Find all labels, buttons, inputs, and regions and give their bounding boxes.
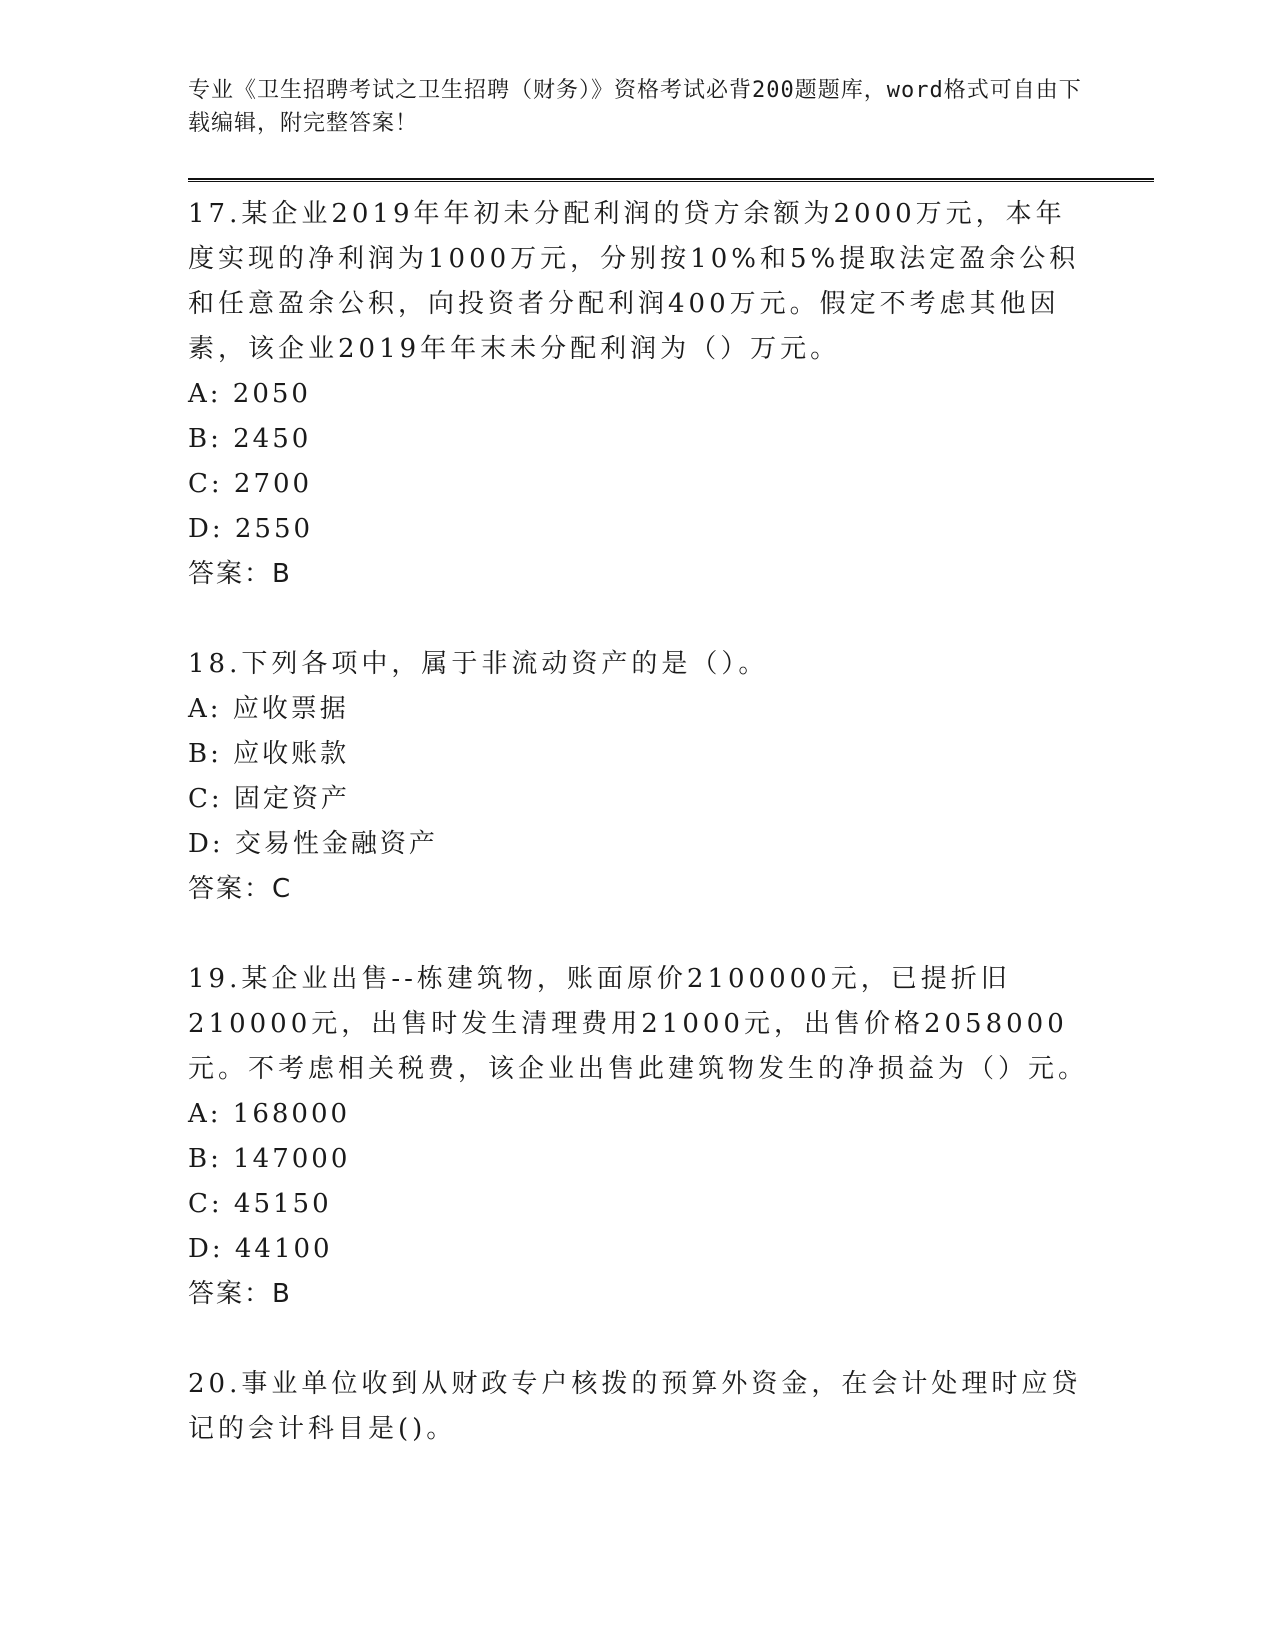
option-c: C: 45150 [188, 1189, 332, 1219]
document-intro: 专业《卫生招聘考试之卫生招聘（财务）》资格考试必背200题题库，word格式可自由下载编辑，附完整答案！ [188, 78, 1082, 136]
answer: 答案：C [188, 874, 293, 904]
answer: 答案：B [188, 559, 292, 589]
option-c: C: 固定资产 [188, 784, 350, 814]
option-a: A: 2050 [188, 379, 311, 409]
question-spacer [188, 597, 1088, 642]
answer: 答案：B [188, 1279, 292, 1309]
question-spacer [188, 912, 1088, 957]
question-list [188, 192, 1088, 1452]
question-19 [188, 957, 1088, 1317]
header-divider [188, 178, 1154, 182]
option-d: D: 44100 [188, 1234, 333, 1264]
question-text: 19.某企业出售--栋建筑物，账面原价2100000元，已提折旧210000元，出售时发生清理费用21000元，出售价格2058000元。不考虑相关税费，该企业出售此建筑物发生的净损益为（）元。 [188, 964, 1089, 1084]
question-text: 18.下列各项中，属于非流动资产的是（）。 [188, 649, 769, 679]
question-spacer [188, 1317, 1088, 1362]
question-17 [188, 192, 1088, 597]
option-b: B: 2450 [188, 424, 312, 454]
option-b: B: 147000 [188, 1144, 351, 1174]
option-d: D: 2550 [188, 514, 314, 544]
option-b: B: 应收账款 [188, 739, 350, 769]
question-text: 20.事业单位收到从财政专户核拨的预算外资金，在会计处理时应贷记的会计科目是()。 [188, 1369, 1082, 1444]
option-a: A: 168000 [188, 1099, 351, 1129]
option-d: D: 交易性金融资产 [188, 829, 438, 859]
question-20 [188, 1362, 1088, 1452]
option-c: C: 2700 [188, 469, 313, 499]
option-a: A: 应收票据 [188, 694, 349, 724]
question-text: 17.某企业2019年年初未分配利润的贷方余额为2000万元，本年度实现的净利润为1000万元，分别按10%和5%提取法定盈余公积和任意盈余公积，向投资者分配利润400万元。假定不考虑其他因素，该企业2019年年末未分配利润为（）万元。 [188, 199, 1080, 364]
question-18 [188, 642, 1088, 912]
